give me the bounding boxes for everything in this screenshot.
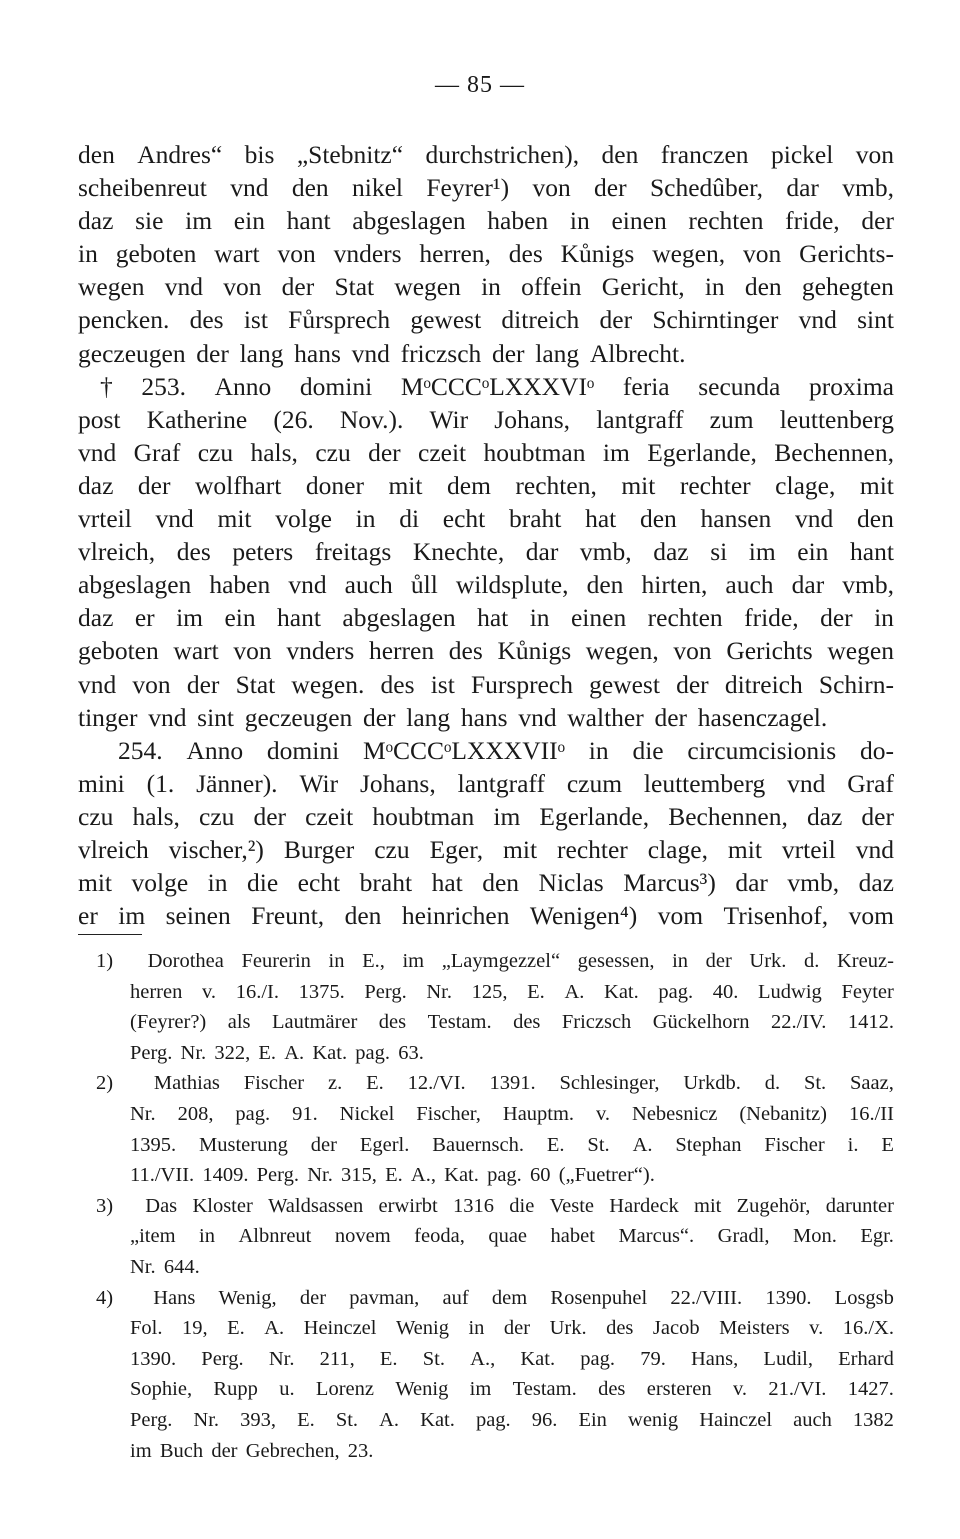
footnote-line: Fol. 19, E. A. Heinczel Wenig in der Urk. des Jacob Meisters v. 16./X. bbox=[130, 1317, 894, 1340]
text-line: tinger vnd sint geczeugen der lang hans vnd walther der hasenczagel. bbox=[78, 702, 828, 732]
text-line: in geboten wart von vnders herren, des Kůnigs wegen, von Gerichts- bbox=[78, 239, 894, 269]
footnote-line: 2) Mathias Fischer z. E. 12./VI. 1391. Schlesinger, Urkdb. d. St. Saaz, bbox=[96, 1068, 894, 1099]
text-line: mit volge in die echt braht hat den Niclas Marcus³) dar vmb, daz bbox=[78, 868, 894, 898]
text-line: vnd Graf czu hals, czu der czeit houbtman im Egerlande, Bechennen, bbox=[78, 437, 894, 467]
text-line: mini (1. Jänner). Wir Johans, lantgraff czum leuttemberg vnd Graf bbox=[78, 768, 894, 798]
text-line: czu hals, czu der czeit houbtman im Egerlande, Bechennen, daz der bbox=[78, 801, 894, 831]
footnote bbox=[96, 1191, 894, 1283]
text-line: geboten wart von vnders herren des Kůnigs wegen, von Gerichts wegen bbox=[78, 636, 894, 666]
footnote-line: 3) Das Kloster Waldsassen erwirbt 1316 die Veste Hardeck mit Zugehör, darunter bbox=[96, 1191, 894, 1222]
text-line: abgeslagen haben vnd auch ůll wildsplute, den hirten, auch dar vmb, bbox=[78, 570, 894, 600]
footnote-line: Nr. 208, pag. 91. Nickel Fischer, Hauptm. v. Nebesnicz (Nebanitz) 16./II bbox=[130, 1102, 894, 1125]
footnote-line: 11./VII. 1409. Perg. Nr. 315, E. A., Kat. pag. 60 („Fuetrer“). bbox=[130, 1164, 655, 1187]
text-line: vnd von der Stat wegen. des ist Fursprech gewest der ditreich Schirn- bbox=[78, 669, 894, 699]
text-line: daz er im ein hant abgeslagen hat in einen rechten fride, der in bbox=[78, 603, 894, 633]
footnote-number: 3) bbox=[96, 1194, 114, 1217]
text-line: post Katherine (26. Nov.). Wir Johans, lantgraff zum leuttenberg bbox=[78, 404, 894, 434]
text-line: vrteil vnd mit volge in di echt braht hat den hansen vnd den bbox=[78, 504, 894, 534]
text-line: vlreich vischer,²) Burger czu Eger, mit rechter clage, mit vrteil vnd bbox=[78, 834, 894, 864]
page-number: — 85 — bbox=[435, 72, 525, 98]
footnote-number: 1) bbox=[96, 950, 114, 972]
footnote-number: 4) bbox=[96, 1286, 114, 1309]
footnote bbox=[96, 946, 894, 1068]
footnote-line: 1390. Perg. Nr. 211, E. St. A., Kat. pag. 79. Hans, Ludil, Erhard bbox=[130, 1347, 894, 1370]
footnote-line: (Feyrer?) als Lautmärer des Testam. des Friczsch Gückelhorn 22./IV. 1412. bbox=[130, 1011, 894, 1034]
footnote-line: Perg. Nr. 322, E. A. Kat. pag. 63. bbox=[130, 1041, 424, 1064]
text-line: pencken. des ist Fůrsprech gewest ditreich der Schirntinger vnd sint bbox=[78, 305, 894, 335]
footnote-line: 1) Dorothea Feurerin in E., im „Laymgezzel“ gesessen, in der Urk. d. Kreuz- bbox=[96, 946, 894, 977]
text-line: vlreich, des peters freitags Knechte, dar vmb, daz si im ein hant bbox=[78, 537, 894, 567]
text-line: den Andres“ bis „Stebnitz“ durchstrichen), den franczen pickel von bbox=[78, 140, 894, 169]
footnote bbox=[96, 1068, 894, 1190]
text-line: 254. Anno domini MᵒCCCᵒLXXXVIIᵒ in die circumcisionis do- bbox=[118, 735, 894, 765]
text-line: geczeugen der lang hans vnd friczsch der lang Albrecht. bbox=[78, 338, 686, 368]
footnote-line: im Buch der Gebrechen, 23. bbox=[130, 1439, 374, 1462]
footnote-line: 4) Hans Wenig, der pavman, auf dem Rosenpuhel 22./VIII. 1390. Losgsb bbox=[96, 1283, 894, 1314]
footnote-line: „item in Albnreut novem feoda, quae habet Marcus“. Gradl, Mon. Egr. bbox=[130, 1225, 894, 1248]
footnote-line: 1395. Musterung der Egerl. Bauernsch. E. St. A. Stephan Fischer i. E bbox=[130, 1133, 894, 1156]
footnotes bbox=[96, 946, 894, 1466]
footnote-line: Nr. 644. bbox=[130, 1255, 200, 1278]
text-line: scheibenreut vnd den nikel Feyrer¹) von der Schedûber, dar vmb, bbox=[78, 173, 894, 203]
footnote-line: herren v. 16./I. 1375. Perg. Nr. 125, E. A. Kat. pag. 40. Ludwig Feyter bbox=[130, 980, 894, 1003]
text-line: er im seinen Freunt, den heinrichen Wenigen⁴) vom Trisenhof, vom bbox=[78, 901, 894, 931]
footnote-separator bbox=[78, 934, 142, 935]
text-line: daz der wolfhart doner mit dem rechten, mit rechter clage, mit bbox=[78, 470, 894, 500]
text-line: † 253. Anno domini MᵒCCCᵒLXXXVIᵒ feria secunda proxima bbox=[100, 371, 894, 401]
text-line: wegen vnd von der Stat wegen in offein Gericht, in den gehegten bbox=[78, 272, 894, 302]
footnote-line: Sophie, Rupp u. Lorenz Wenig im Testam. des ersteren v. 21./VI. 1427. bbox=[130, 1378, 894, 1401]
main-text bbox=[78, 138, 894, 932]
footnote-number: 2) bbox=[96, 1072, 114, 1095]
footnote bbox=[96, 1283, 894, 1467]
footnote-line: Perg. Nr. 393, E. St. A. Kat. pag. 96. Ein wenig Hainczel auch 1382 bbox=[130, 1408, 894, 1431]
text-line: daz sie im ein hant abgeslagen haben in einen rechten fride, der bbox=[78, 206, 894, 236]
